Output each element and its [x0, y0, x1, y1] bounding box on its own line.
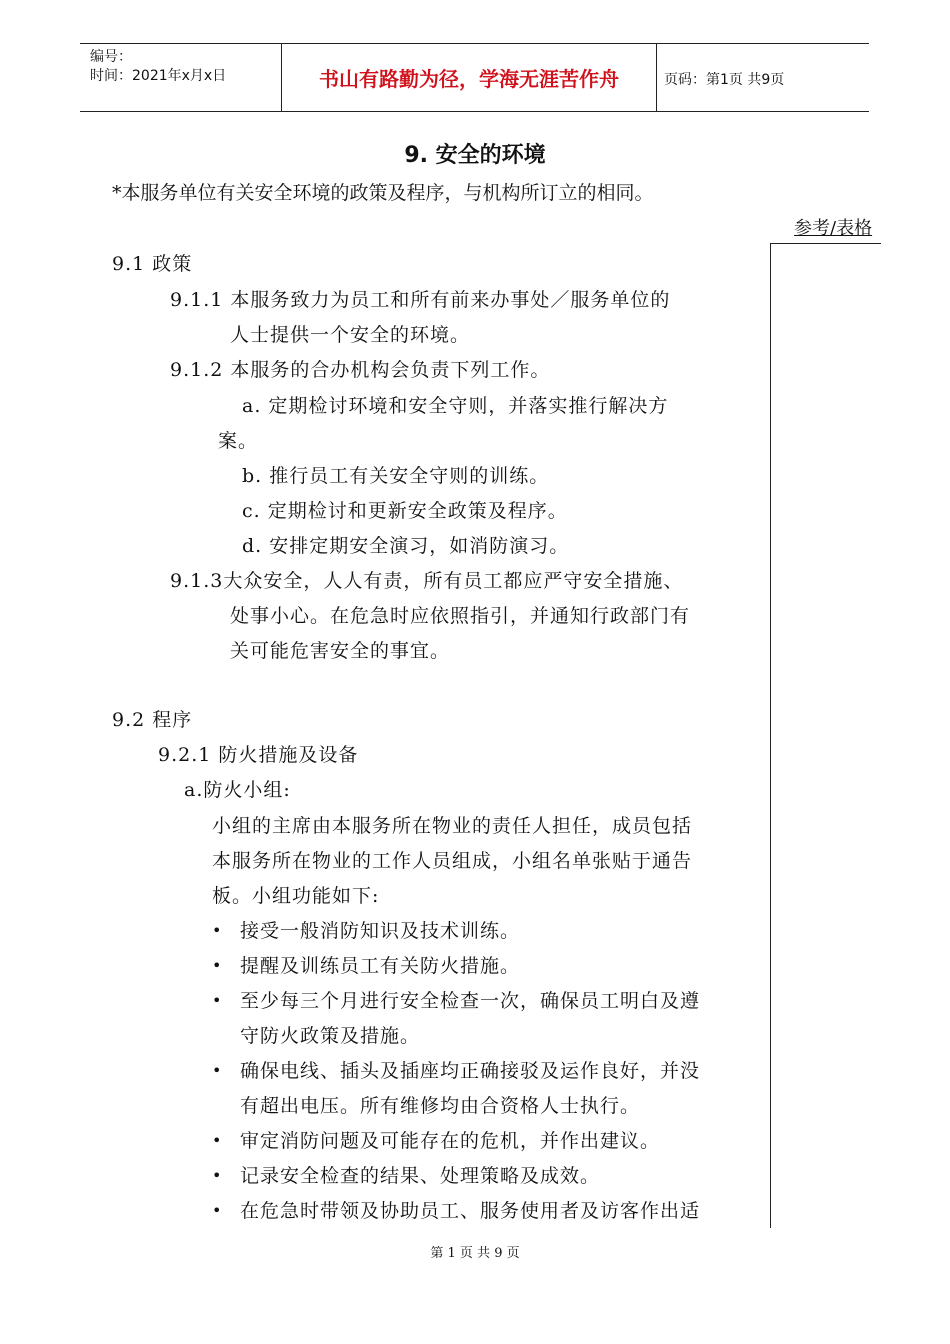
item-9-1-2-d: d. 安排定期安全演习，如消防演习。 — [242, 535, 570, 557]
reference-column-label: 参考/表格 — [794, 218, 873, 239]
bullet-icon: • — [212, 921, 222, 940]
paragraph-line-1: 小组的主席由本服务所在物业的责任人担任，成员包括 — [212, 815, 693, 837]
heading-9-1: 9.1 政策 — [112, 253, 193, 275]
number-label: 编号： — [90, 49, 132, 65]
section-note: *本服务单位有关安全环境的政策及程序，与机构所订立的相同。 — [112, 182, 654, 204]
column-divider — [770, 243, 771, 1228]
list-item: 接受一般消防知识及技术训练。 — [240, 920, 521, 942]
section-title: 9. 安全的环境 — [404, 143, 546, 168]
item-9-1-2-a: a. 定期检讨环境和安全守则，并落实推行解决方 — [242, 395, 669, 417]
paragraph-line-3: 板。小组功能如下: — [212, 885, 380, 907]
list-item-cont: 守防火政策及措施。 — [240, 1025, 421, 1047]
bullet-icon: • — [212, 1061, 222, 1080]
document-header — [80, 43, 869, 112]
item-9-1-2: 9.1.2 本服务的合办机构会负责下列工作。 — [170, 359, 551, 381]
item-9-1-1: 9.1.1 本服务致力为员工和所有前来办事处／服务单位的 — [170, 289, 671, 311]
bullet-icon: • — [212, 1201, 222, 1220]
item-9-1-3-cont-1: 处事小心。在危急时应依照指引，并通知行政部门有 — [230, 605, 691, 627]
list-item-cont: 有超出电压。所有维修均由合资格人士执行。 — [240, 1095, 641, 1117]
bullet-icon: • — [212, 956, 222, 975]
item-9-2-1-a: a.防火小组: — [184, 779, 291, 801]
item-9-1-1-cont: 人士提供一个安全的环境。 — [230, 324, 471, 346]
bullet-icon: • — [212, 1131, 222, 1150]
paragraph-line-2: 本服务所在物业的工作人员组成，小组名单张贴于通告 — [212, 850, 693, 872]
page-footer: 第 1 页 共 9 页 — [430, 1246, 520, 1261]
reference-column-rule — [770, 243, 881, 244]
bullet-icon: • — [212, 991, 222, 1010]
list-item: 确保电线、插头及插座均正确接驳及运作良好，并没 — [240, 1060, 701, 1082]
header-left-cell — [80, 44, 281, 111]
list-item: 在危急时带领及协助员工、服务使用者及访客作出适 — [240, 1200, 701, 1222]
heading-9-2: 9.2 程序 — [112, 709, 193, 731]
header-middle-cell — [281, 44, 657, 111]
item-9-1-2-a-cont: 案。 — [218, 430, 259, 452]
item-9-1-2-b: b. 推行员工有关安全守则的训练。 — [242, 465, 550, 487]
time-label: 时间：2021年x月x日 — [90, 68, 227, 84]
item-9-2-1: 9.2.1 防火措施及设备 — [158, 744, 359, 766]
item-9-1-2-c: c. 定期检讨和更新安全政策及程序。 — [242, 500, 568, 522]
list-item: 记录安全检查的结果、处理策略及成效。 — [240, 1165, 601, 1187]
list-item: 至少每三个月进行安全检查一次，确保员工明白及遵 — [240, 990, 701, 1012]
item-9-1-3-cont-2: 关可能危害安全的事宜。 — [230, 640, 451, 662]
list-item: 提醒及训练员工有关防火措施。 — [240, 955, 521, 977]
bullet-icon: • — [212, 1166, 222, 1185]
page-code: 页码：第1页 共9页 — [664, 72, 785, 88]
header-right-cell — [656, 44, 869, 111]
list-item: 审定消防问题及可能存在的危机，并作出建议。 — [240, 1130, 661, 1152]
motto-text: 书山有路勤为径，学海无涯苦作舟 — [319, 67, 619, 91]
item-9-1-3: 9.1.3大众安全，人人有责，所有员工都应严守安全措施、 — [170, 570, 684, 592]
